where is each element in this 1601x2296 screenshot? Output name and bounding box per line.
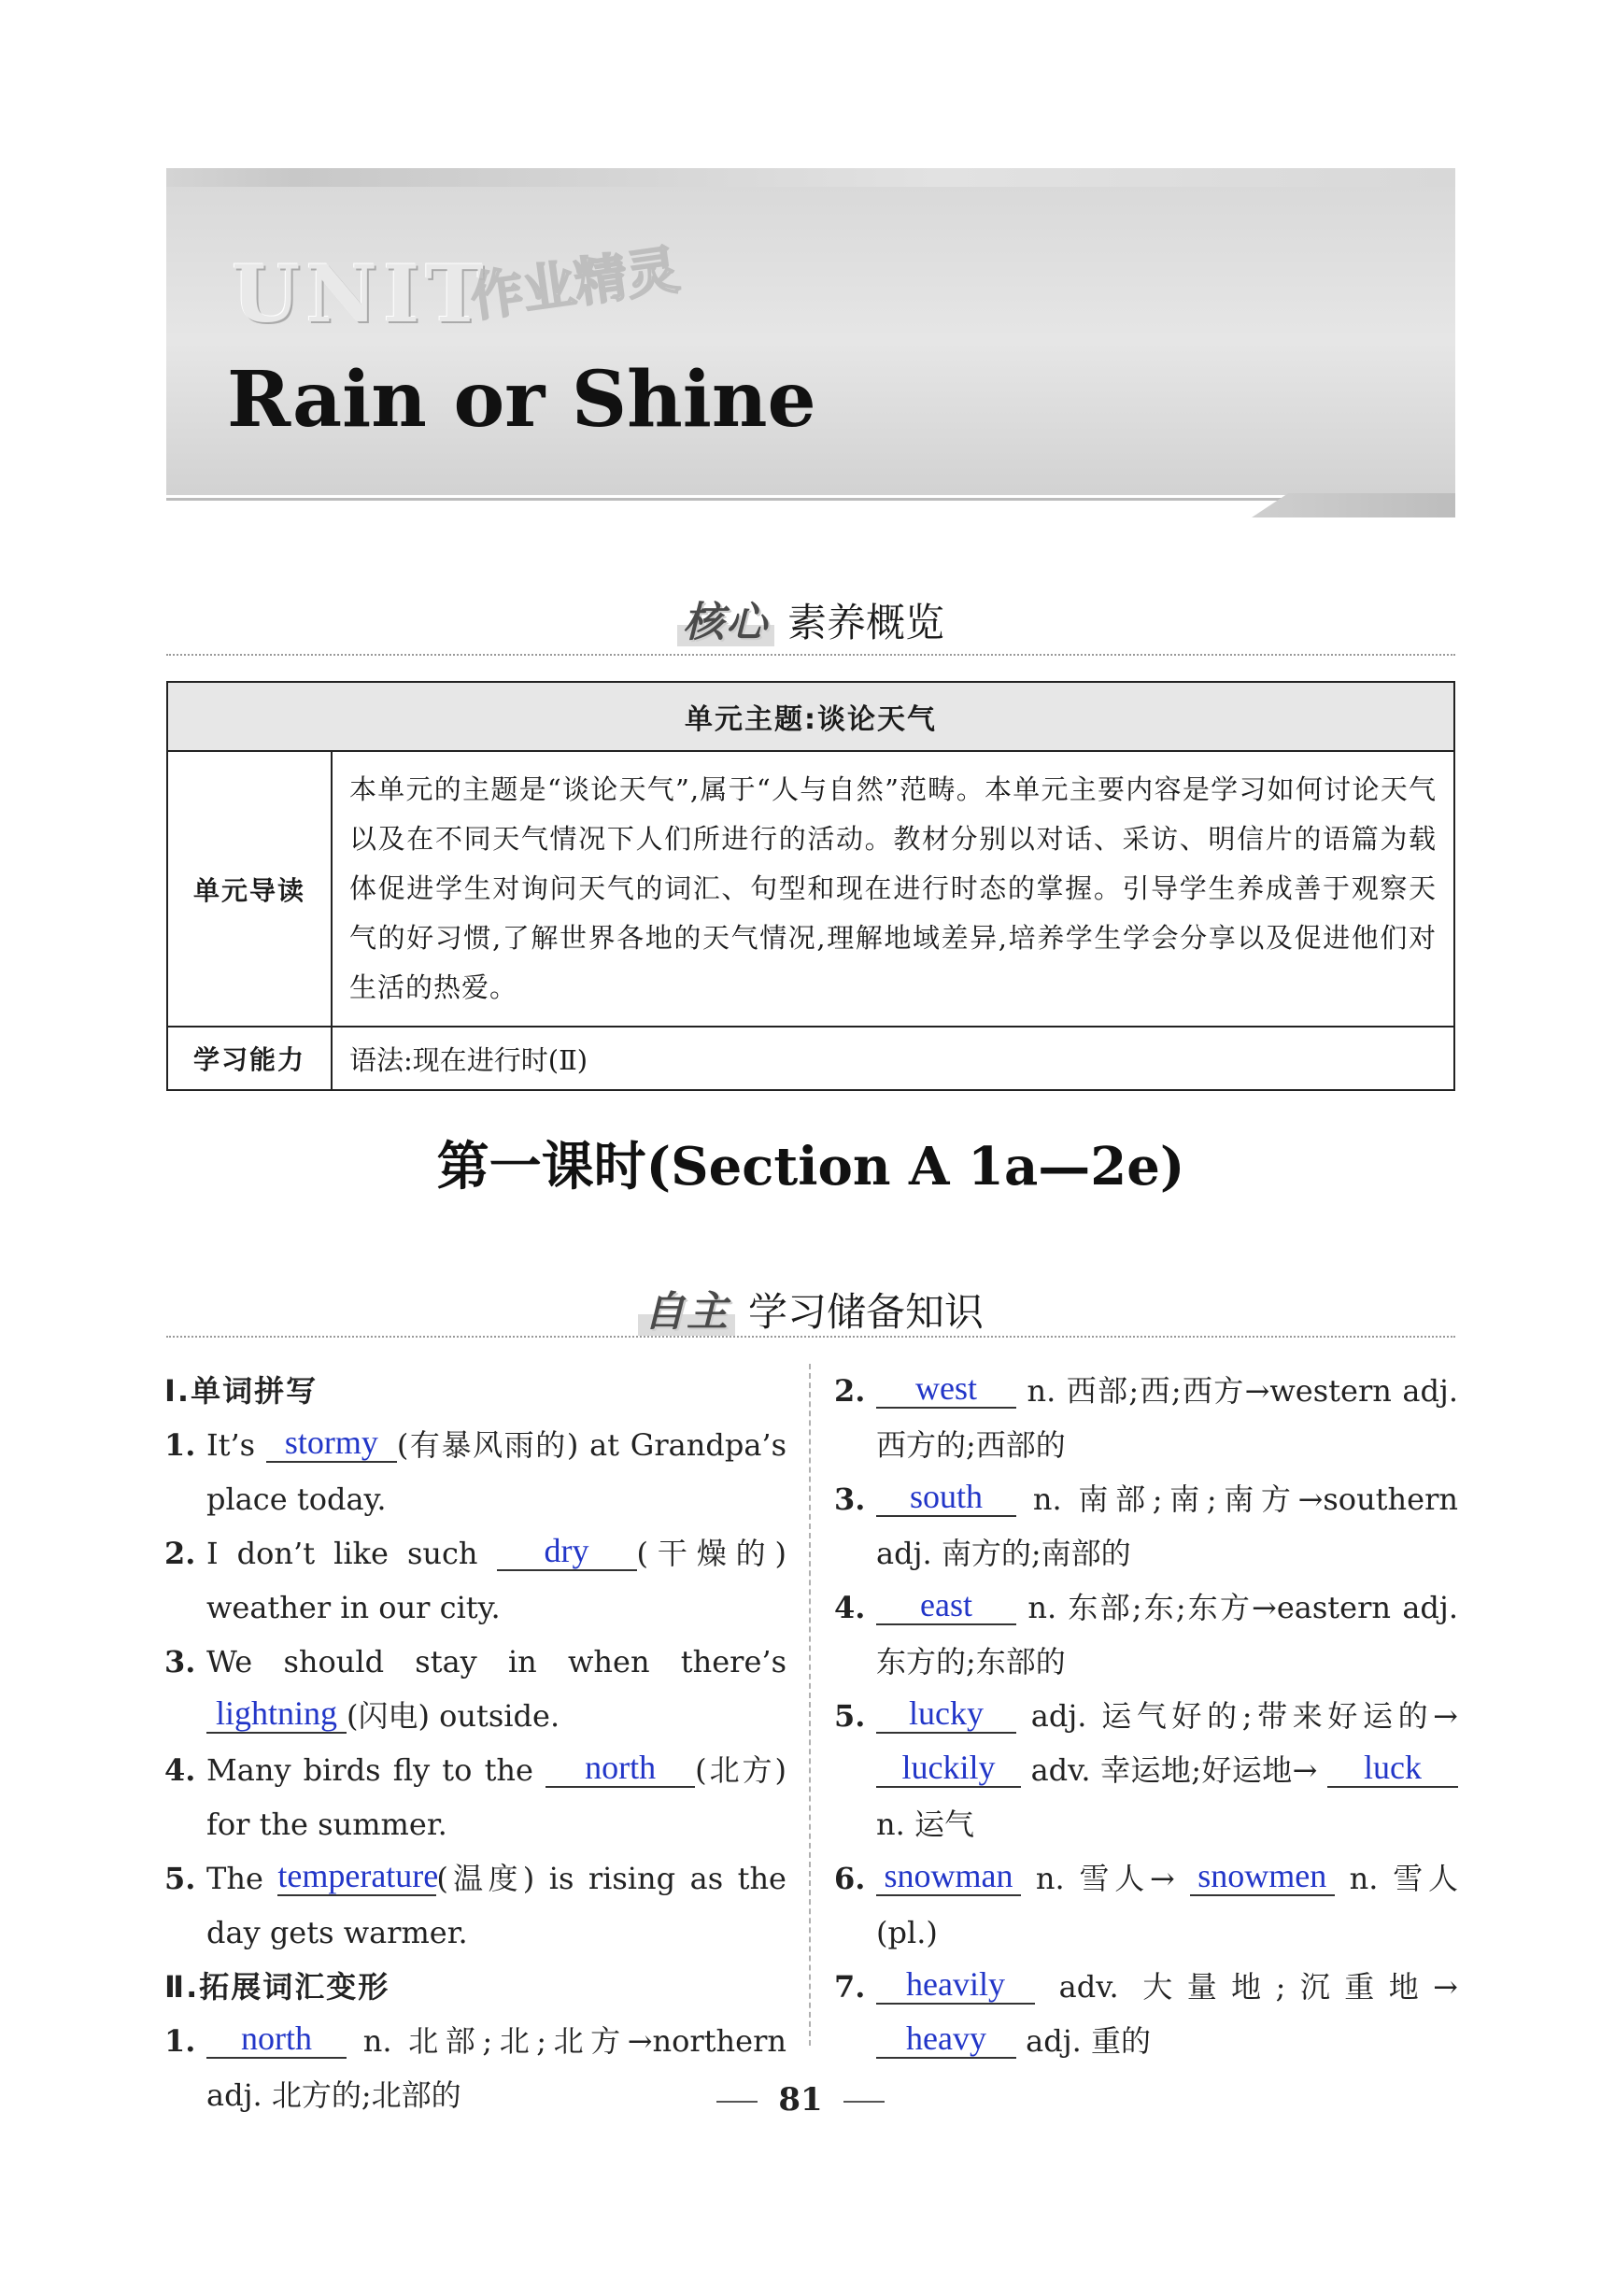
right-column (834, 1364, 1458, 2068)
answer-blank[interactable]: stormy (266, 1424, 397, 1463)
item-text: n. 南部;南;南方→southern (1032, 1481, 1458, 1517)
item-text: n. 东部;东;东方→eastern (1027, 1590, 1392, 1625)
overview-header-bold: 核心 (677, 599, 774, 646)
item-number: 2. (164, 1536, 196, 1571)
item-number: 4. (834, 1590, 866, 1625)
answer-blank[interactable]: luckily (876, 1749, 1021, 1788)
page-number (0, 2081, 1601, 2119)
answer-blank[interactable]: heavy (876, 2020, 1016, 2059)
word-form-item-4 (834, 1580, 1458, 1689)
answer-blank[interactable]: lightning (206, 1694, 347, 1734)
overview-header-rule (166, 654, 1455, 656)
part1-title: Ⅰ.单词拼写 (164, 1373, 319, 1409)
word-form-item-6 (834, 1851, 1458, 1960)
item-number: 4. (164, 1752, 196, 1788)
banner-divider (166, 498, 1455, 501)
word-form-item-2 (834, 1364, 1458, 1472)
unit-banner (166, 187, 1455, 495)
item-text: (北方) for the summer. (206, 1752, 786, 1842)
item-text: adj. 西方的;西部的 (876, 1373, 1459, 1463)
self-study-header-bold: 自主 (638, 1288, 735, 1336)
unit-label: UNIT (232, 248, 489, 340)
item-number: 1. (164, 2023, 196, 2059)
left-column (164, 1364, 786, 2122)
answer-blank[interactable]: lucky (876, 1694, 1016, 1734)
item-text: It’s (206, 1427, 266, 1463)
answer-blank[interactable]: temperature (277, 1857, 439, 1894)
answer-blank[interactable]: east (876, 1586, 1016, 1625)
part2-title: Ⅱ.拓展词汇变形 (164, 1969, 390, 2005)
item-text: (温度) is rising as the day gets warmer. (206, 1861, 786, 1950)
answer-blank[interactable]: dry (497, 1532, 637, 1571)
item-number: 7. (834, 1969, 866, 2005)
banner-corner-bar (1252, 493, 1455, 517)
word-form-item-5 (834, 1689, 1458, 1851)
item-text: n. 北部;北;北方→northern (362, 2023, 786, 2059)
item-text: adv. 大量地;沉重地→ (1058, 1969, 1458, 2005)
unit-guide-text: 本单元的主题是“谈论天气”,属于“人与自然”范畴。本单元主要内容是学习如何讨论天气以及在不同天气情况下人们所进行的活动。教材分别以对话、采访、明信片的语篇为载体促进学生对询问天气的词汇、句型和现在进行时态的掌握。引导学生养成善于观察天气的好习惯,了解世界各地的天气情况,理解地域差异,培养学生学会分享以及促进他们对生活的热爱。 (332, 751, 1454, 1027)
item-text: adj. 运气好的;带来好运的→ (1030, 1698, 1458, 1734)
item-text: adv. 幸运地;好运地→ (1030, 1752, 1318, 1788)
answer-blank[interactable]: heavily (876, 1965, 1035, 2005)
item-number: 2. (834, 1373, 866, 1409)
item-text: n. 运气 (876, 1807, 974, 1842)
item-text: Many birds fly to the (206, 1752, 546, 1788)
learning-ability-text: 语法:现在进行时(Ⅱ) (332, 1027, 1454, 1090)
overview-table (166, 681, 1455, 1091)
item-text: n. 雪人(pl.) (876, 1861, 1458, 1950)
item-text: adj. 东方的;东部的 (876, 1590, 1458, 1679)
item-number: 5. (164, 1861, 196, 1896)
unit-title: Rain or Shine (227, 355, 816, 445)
answer-blank[interactable]: snowman (876, 1857, 1021, 1896)
item-text: (闪电) outside. (347, 1698, 560, 1734)
answer-blank[interactable]: south (876, 1478, 1016, 1517)
spelling-item-5 (164, 1851, 786, 1960)
page-number-value: 81 (778, 2081, 823, 2119)
self-study-header-plain: 学习储备知识 (747, 1289, 984, 1335)
item-text: (有暴风雨的) at Grandpa’s place today. (206, 1427, 786, 1517)
watermark: 作业精灵 (467, 239, 684, 330)
item-text: (干燥的) weather in our city. (206, 1536, 786, 1625)
item-number: 1. (164, 1427, 196, 1463)
item-number: 6. (834, 1861, 866, 1896)
answer-blank[interactable]: north (206, 2020, 347, 2059)
item-text: adj. 北方的;北部的 (206, 2077, 461, 2113)
lesson-title: 第一课时(Section A 1a—2e) (436, 1136, 1185, 1198)
word-form-item-3 (834, 1472, 1458, 1580)
overview-header (166, 588, 1455, 648)
banner-top-bar (166, 168, 1455, 187)
learning-ability-label: 学习能力 (167, 1027, 332, 1090)
item-text: I don’t like such (206, 1536, 497, 1571)
item-text: adj. 南方的;南部的 (876, 1536, 1131, 1571)
answer-blank[interactable]: west (876, 1369, 1016, 1409)
item-number: 5. (834, 1698, 866, 1734)
word-form-item-7 (834, 1960, 1458, 2068)
item-text: n. 雪人→ (1035, 1861, 1175, 1896)
answer-blank[interactable]: snowmen (1190, 1857, 1335, 1896)
unit-theme: 单元主题:谈论天气 (167, 682, 1454, 751)
unit-guide-label: 单元导读 (167, 751, 332, 1027)
spelling-item-1 (164, 1418, 786, 1526)
self-study-header (166, 1278, 1455, 1338)
spelling-item-2 (164, 1526, 786, 1635)
item-text: The (206, 1861, 278, 1896)
item-text: adj. 重的 (1026, 2023, 1152, 2059)
item-number: 3. (834, 1481, 866, 1517)
answer-blank[interactable]: luck (1327, 1749, 1458, 1788)
answer-blank[interactable]: north (545, 1749, 695, 1788)
spelling-item-3 (164, 1635, 786, 1743)
column-divider (809, 1364, 811, 2046)
page-number-dash-right (843, 2101, 885, 2103)
item-number: 3. (164, 1644, 196, 1679)
self-study-header-rule (166, 1336, 1455, 1338)
item-text: n. 西部;西;西方→western (1027, 1373, 1392, 1409)
spelling-item-4 (164, 1743, 786, 1851)
page-number-dash-left (716, 2101, 758, 2103)
overview-header-plain: 素养概览 (786, 600, 944, 645)
item-text: We should stay in when there’s (206, 1644, 786, 1679)
